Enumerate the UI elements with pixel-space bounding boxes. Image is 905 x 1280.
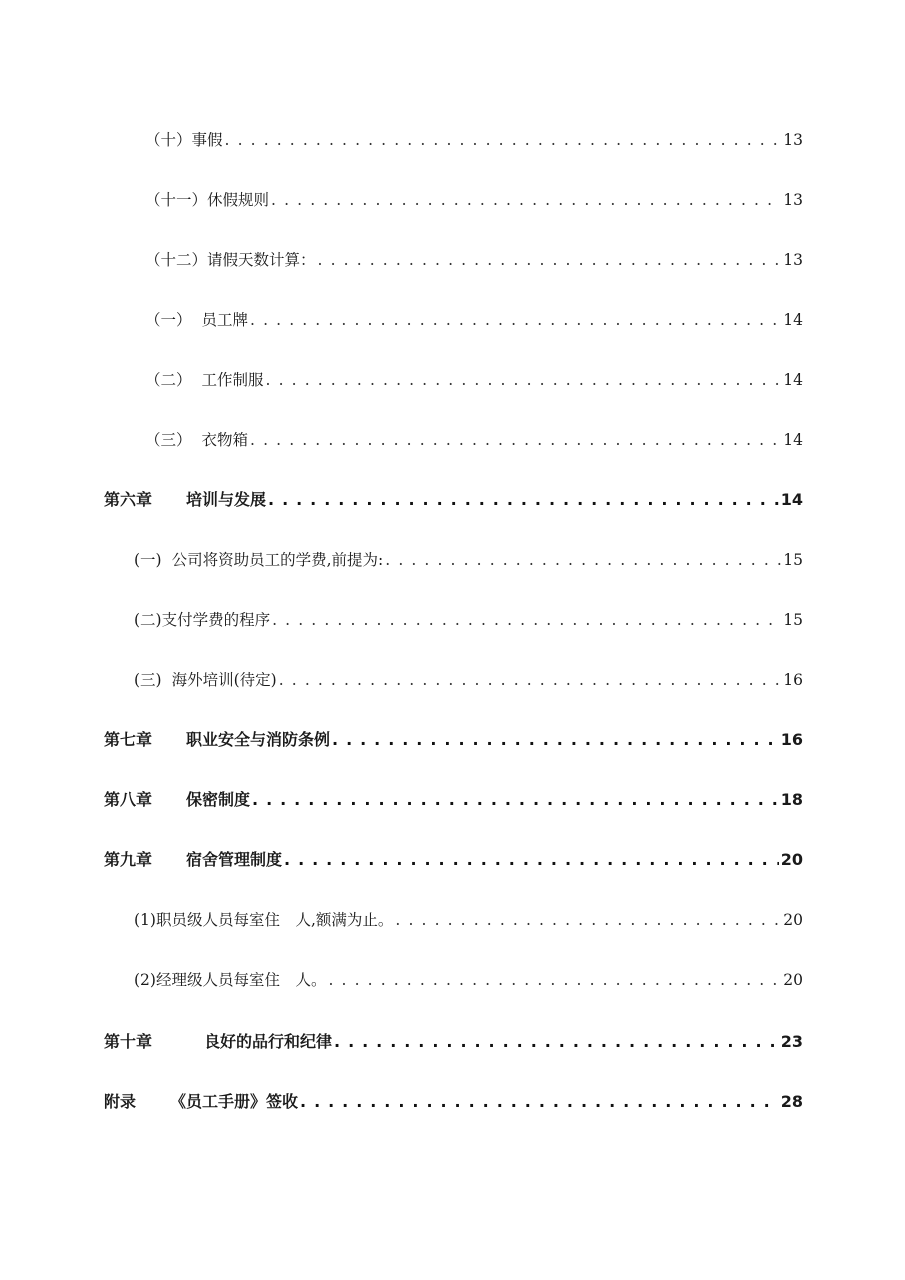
toc-entry[interactable]	[145, 128, 803, 152]
toc-entry-page: 13	[783, 131, 803, 149]
toc-entry-number: （二）	[145, 371, 192, 389]
toc-entry[interactable]	[145, 368, 803, 392]
toc-entry[interactable]	[134, 608, 803, 632]
toc-entry-number: （十二）	[145, 251, 208, 269]
toc-entry-page: 23	[780, 1032, 803, 1051]
toc-entry-title: 工作制服	[201, 371, 264, 389]
toc-entry-page: 14	[783, 371, 803, 389]
toc-chapter-entry[interactable]	[104, 1030, 803, 1054]
toc-leader-dots	[332, 728, 779, 752]
toc-entry-title: 职员级人员每室住 人,额满为止。	[155, 911, 394, 929]
toc-leader-dots	[266, 368, 782, 392]
toc-leader-dots	[284, 848, 779, 872]
toc-entry-number: （十）	[145, 131, 192, 149]
toc-entry-number: (1)	[134, 911, 156, 929]
toc-chapter-entry[interactable]	[104, 488, 803, 512]
toc-leader-dots	[250, 308, 781, 332]
toc-leader-dots	[318, 248, 782, 272]
toc-leader-dots	[334, 1030, 779, 1054]
toc-appendix-entry[interactable]	[104, 1090, 803, 1114]
toc-entry-page: 20	[783, 911, 803, 929]
toc-chapter-number: 第八章	[104, 790, 153, 809]
toc-entry-page: 14	[783, 311, 803, 329]
toc-entry-page: 15	[783, 611, 803, 629]
toc-leader-dots	[271, 188, 781, 212]
toc-chapter-number: 附录	[104, 1092, 137, 1111]
toc-chapter-title: 良好的品行和纪律	[204, 1032, 333, 1051]
toc-entry-title: 事假	[191, 131, 223, 149]
toc-entry-page: 15	[783, 551, 803, 569]
toc-entry-number: (一)	[134, 551, 162, 569]
toc-entry[interactable]	[134, 668, 803, 692]
toc-chapter-entry[interactable]	[104, 848, 803, 872]
toc-entry[interactable]	[134, 548, 803, 572]
toc-entry-page: 13	[783, 251, 803, 269]
toc-chapter-entry[interactable]	[104, 728, 803, 752]
toc-entry[interactable]	[145, 428, 803, 452]
toc-leader-dots	[250, 428, 781, 452]
toc-chapter-number: 第十章	[104, 1032, 153, 1051]
toc-leader-dots	[272, 608, 781, 632]
toc-leader-dots	[328, 968, 781, 992]
toc-chapter-number: 第六章	[104, 490, 153, 509]
toc-chapter-title: 《员工手册》签收	[170, 1092, 299, 1111]
toc-leader-dots	[300, 1090, 779, 1114]
toc-leader-dots	[268, 488, 779, 512]
toc-leader-dots	[252, 788, 779, 812]
toc-entry-title: 经理级人员每室住 人。	[155, 971, 327, 989]
toc-entry[interactable]	[145, 188, 803, 212]
toc-entry-number: （十一）	[145, 191, 208, 209]
toc-entry[interactable]	[134, 968, 803, 992]
toc-entry-title: 员工牌	[201, 311, 249, 329]
toc-entry-page: 16	[780, 730, 803, 749]
toc-chapter-title: 保密制度	[186, 790, 251, 809]
toc-entry-page: 20	[780, 850, 803, 869]
toc-entry-page: 13	[783, 191, 803, 209]
toc-chapter-entry[interactable]	[104, 788, 803, 812]
toc-entry-title: 衣物箱	[201, 431, 249, 449]
toc-entry-page: 20	[783, 971, 803, 989]
toc-chapter-number: 第九章	[104, 850, 153, 869]
toc-leader-dots	[395, 908, 781, 932]
toc-entry-page: 16	[783, 671, 803, 689]
toc-entry-title: 休假规则	[207, 191, 270, 209]
toc-entry-page: 14	[783, 431, 803, 449]
toc-entry-page: 18	[780, 790, 803, 809]
toc-entry-number: （三）	[145, 431, 192, 449]
toc-entry-number: (三)	[134, 671, 162, 689]
toc-entry-number: (二)	[134, 611, 162, 629]
toc-entry-title: 公司将资助员工的学费,前提为:	[171, 551, 384, 569]
toc-entry-number: （一）	[145, 311, 192, 329]
toc-entry-title: 海外培训(待定)	[171, 671, 277, 689]
toc-entry-title: 支付学费的程序	[161, 611, 271, 629]
toc-entry-page: 14	[780, 490, 803, 509]
toc-entry-page: 28	[780, 1092, 803, 1111]
toc-entry-title: 请假天数计算：	[207, 251, 316, 269]
toc-chapter-number: 第七章	[104, 730, 153, 749]
toc-leader-dots	[385, 548, 781, 572]
toc-entry[interactable]	[145, 248, 803, 272]
toc-chapter-title: 培训与发展	[186, 490, 267, 509]
toc-entry[interactable]	[145, 308, 803, 332]
toc-chapter-title: 职业安全与消防条例	[186, 730, 331, 749]
toc-leader-dots	[225, 128, 782, 152]
toc-chapter-title: 宿舍管理制度	[186, 850, 283, 869]
toc-entry[interactable]	[134, 908, 803, 932]
toc-entry-number: (2)	[134, 971, 156, 989]
toc-leader-dots	[279, 668, 782, 692]
